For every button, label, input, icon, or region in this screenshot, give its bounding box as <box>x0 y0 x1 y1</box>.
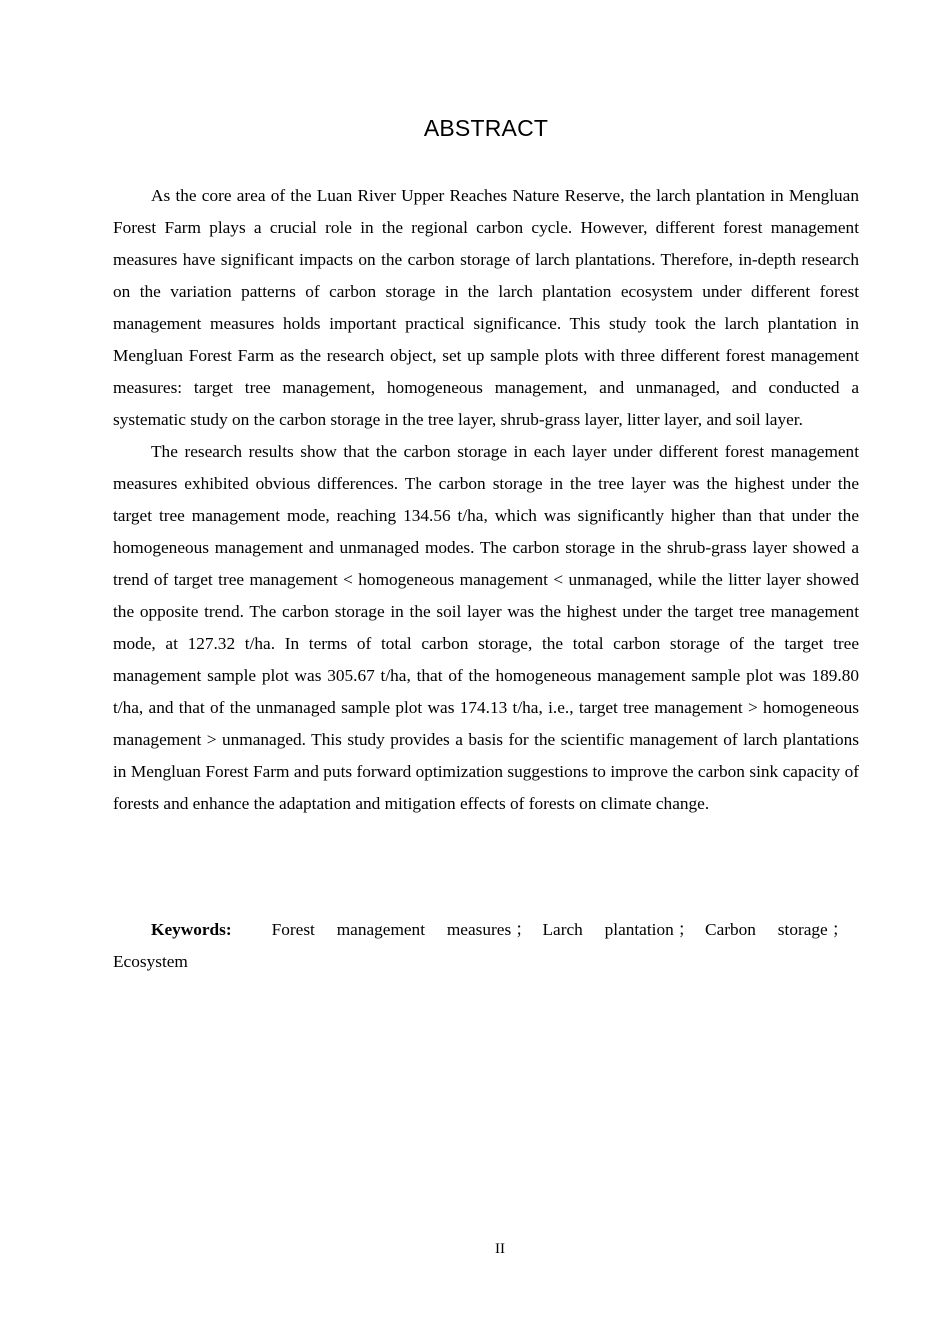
keyword-separator: ； <box>677 920 696 939</box>
abstract-body <box>113 180 859 820</box>
keyword-item: Larch plantation <box>542 920 674 939</box>
abstract-title: ABSTRACT <box>423 115 549 141</box>
page-number: II <box>495 1241 505 1257</box>
keywords-line <box>113 914 859 978</box>
keywords-label: Keywords: <box>151 920 232 939</box>
keyword-item: Carbon storage <box>705 920 828 939</box>
keyword-item: Ecosystem <box>113 952 188 971</box>
keyword-separator: ； <box>515 920 533 939</box>
abstract-paragraph-1: As the core area of the Luan River Upper Reaches Nature Reserve, the larch plantation in Mengluan Forest Farm plays a crucial role in the regional carbon cycle. However, different forest management measures have significant impacts on the carbon storage of larch plantations. Therefore, in-depth research on the variation patterns of carbon storage in the larch plantation ecosystem under different forest management measures holds important practical significance. This study took the larch plantation in Mengluan Forest Farm as the research object, set up sample plots with three different forest management measures: target tree management, homogeneous management, and unmanaged, and conducted a systematic study on the carbon storage in the tree layer, shrub-grass layer, litter layer, and soil layer. <box>113 186 859 429</box>
keyword-item: Forest management measures <box>271 920 512 939</box>
abstract-paragraph-2: The research results show that the carbon storage in each layer under different forest management measures exhibited obvious differences. The carbon storage in the tree layer was the highest under the target tree management mode, reaching 134.56 t/ha, which was significantly higher than that under the homogeneous management and unmanaged modes. The carbon storage in the shrub-grass layer showed a trend of target tree management < homogeneous management < unmanaged, while the litter layer showed the opposite trend. The carbon storage in the soil layer was the highest under the target tree management mode, at 127.32 t/ha. In terms of total carbon storage, the total carbon storage of the target tree management sample plot was 305.67 t/ha, that of the homogeneous management sample plot was 189.80 t/ha, and that of the unmanaged sample plot was 174.13 t/ha, i.e., target tree management > homogeneous management > unmanaged. This study provides a basis for the scientific management of larch plantations in Mengluan Forest Farm and puts forward optimization suggestions to improve the carbon sink capacity of forests and enhance the adaptation and mitigation effects of forests on climate change. <box>113 442 859 813</box>
keyword-separator: ； <box>831 920 849 939</box>
